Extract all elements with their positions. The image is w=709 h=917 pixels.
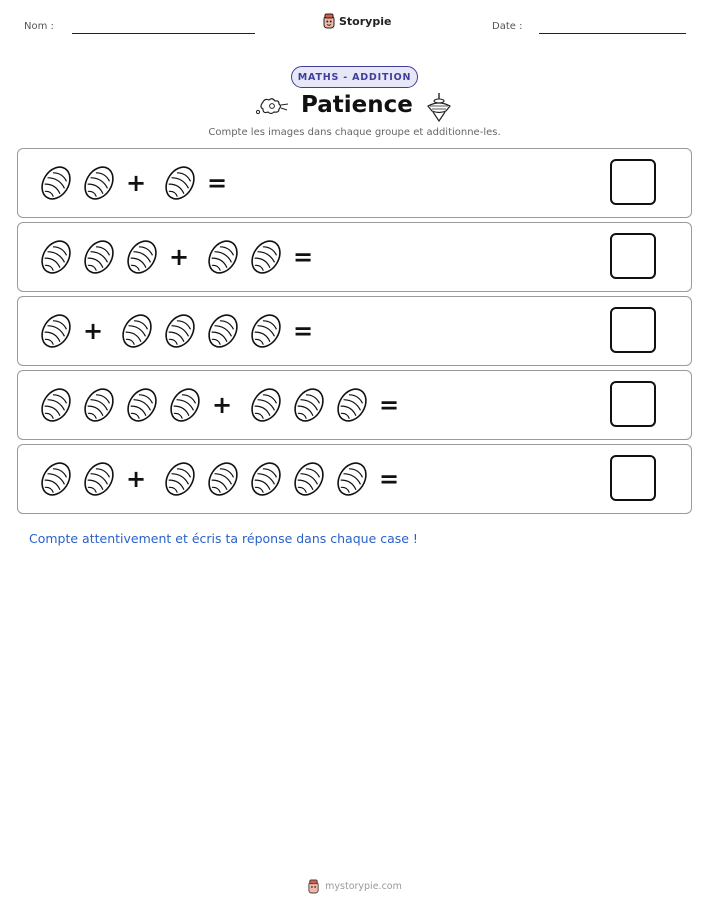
name-label: Nom : <box>24 21 54 32</box>
exercise-expression <box>38 371 409 439</box>
coffee-bean-icon <box>162 163 198 203</box>
coffee-bean-icon <box>124 237 160 277</box>
coffee-bean-icon <box>119 311 155 351</box>
page-title: Patience <box>301 92 413 118</box>
plus-sign: + <box>126 169 147 197</box>
exercise-expression <box>38 297 323 365</box>
coffee-bean-icon <box>81 237 117 277</box>
coffee-bean-icon <box>205 237 241 277</box>
coffee-bean-icon <box>291 459 327 499</box>
exercise-expression <box>38 445 409 513</box>
exercise-expression <box>38 149 237 217</box>
coffee-bean-icon <box>81 459 117 499</box>
exercise-row <box>17 222 692 292</box>
coffee-bean-icon <box>205 311 241 351</box>
brand-name: Storypie <box>339 14 392 28</box>
exercise-row <box>17 370 692 440</box>
answer-box[interactable] <box>610 307 656 353</box>
date-line[interactable] <box>539 33 686 34</box>
plus-sign: + <box>126 465 147 493</box>
coffee-bean-icon <box>124 385 160 425</box>
coffee-bean-icon <box>81 163 117 203</box>
title-row <box>250 90 460 124</box>
answer-instruction: Compte attentivement et écris ta réponse dans chaque case ! <box>29 531 418 546</box>
answer-box[interactable] <box>610 159 656 205</box>
equals-sign: = <box>379 465 400 493</box>
spinning-top-icon <box>424 92 454 122</box>
coffee-bean-icon <box>38 459 74 499</box>
equals-sign: = <box>293 317 314 345</box>
plus-sign: + <box>212 391 233 419</box>
footer-url: mystorypie.com <box>325 881 402 892</box>
sneeze-cloud-icon <box>255 96 289 118</box>
answer-box[interactable] <box>610 455 656 501</box>
brand-logo <box>322 13 391 29</box>
footer <box>0 879 709 894</box>
coffee-bean-icon <box>205 459 241 499</box>
coffee-bean-icon <box>334 385 370 425</box>
coffee-bean-icon <box>38 237 74 277</box>
equals-sign: = <box>379 391 400 419</box>
equals-sign: = <box>293 243 314 271</box>
coffee-bean-icon <box>38 311 74 351</box>
coffee-bean-icon <box>248 385 284 425</box>
answer-box[interactable] <box>610 233 656 279</box>
plus-sign: + <box>169 243 190 271</box>
exercise-row <box>17 444 692 514</box>
coffee-bean-icon <box>248 237 284 277</box>
storypie-logo-icon <box>322 13 336 29</box>
exercise-row <box>17 148 692 218</box>
coffee-bean-icon <box>38 385 74 425</box>
instructions-subtitle: Compte les images dans chaque groupe et additionne-les. <box>208 127 501 138</box>
equals-sign: = <box>207 169 228 197</box>
exercise-expression <box>38 223 323 291</box>
plus-sign: + <box>83 317 104 345</box>
coffee-bean-icon <box>167 385 203 425</box>
coffee-bean-icon <box>248 311 284 351</box>
storypie-logo-icon <box>307 879 320 894</box>
coffee-bean-icon <box>162 311 198 351</box>
exercise-row <box>17 296 692 366</box>
coffee-bean-icon <box>38 163 74 203</box>
date-label: Date : <box>492 21 523 32</box>
coffee-bean-icon <box>334 459 370 499</box>
coffee-bean-icon <box>248 459 284 499</box>
coffee-bean-icon <box>162 459 198 499</box>
coffee-bean-icon <box>291 385 327 425</box>
subject-badge: MATHS - ADDITION <box>291 66 418 88</box>
name-line[interactable] <box>72 33 255 34</box>
coffee-bean-icon <box>81 385 117 425</box>
answer-box[interactable] <box>610 381 656 427</box>
